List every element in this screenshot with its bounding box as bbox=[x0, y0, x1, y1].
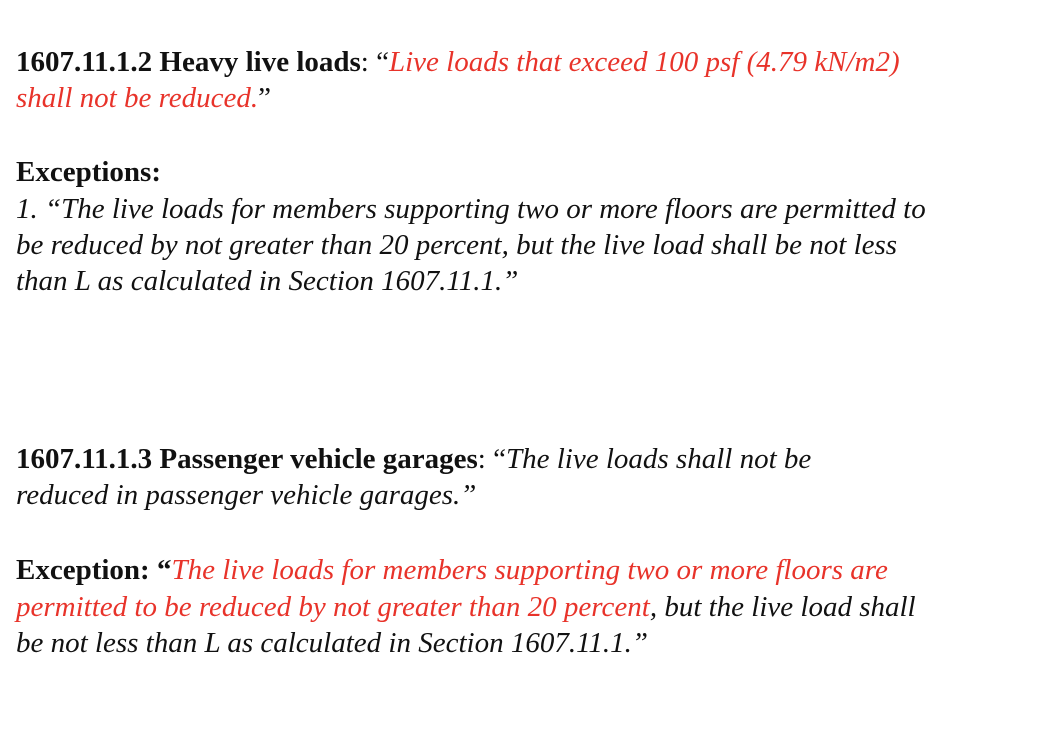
heading-text: Exceptions: bbox=[16, 156, 161, 188]
body-text: The live loads shall not be bbox=[505, 443, 812, 475]
text-line bbox=[16, 154, 161, 190]
text-line bbox=[16, 589, 916, 625]
heading-text: Exception: “ bbox=[16, 554, 172, 586]
text-line bbox=[16, 80, 271, 116]
text-line bbox=[16, 625, 648, 661]
heading-text: 1607.11.1.3 Passenger vehicle garages bbox=[16, 443, 478, 475]
body-text: reduced in passenger vehicle garages.” bbox=[16, 479, 477, 511]
body-text: : “ bbox=[360, 46, 389, 78]
body-text: be not less than L as calculated in Section 1607.11.1.” bbox=[16, 627, 649, 659]
highlighted-quote: permitted to be reduced by not greater than 20 percent bbox=[16, 591, 650, 623]
text-line bbox=[16, 44, 900, 80]
highlighted-quote: The live loads for members supporting two or more floors are bbox=[171, 554, 888, 586]
text-line bbox=[16, 263, 518, 299]
body-text: : “ bbox=[477, 443, 506, 475]
body-text: 1. “The live loads for members supporting two or more floors are permitted to bbox=[16, 193, 926, 225]
text-line bbox=[16, 227, 897, 263]
body-text: than L as calculated in Section 1607.11.1.” bbox=[16, 265, 519, 297]
text-line bbox=[16, 552, 888, 588]
text-line bbox=[16, 191, 926, 227]
body-text: , but the live load shall bbox=[649, 591, 916, 623]
highlighted-quote: Live loads that exceed 100 psf (4.79 kN/m2) bbox=[388, 46, 900, 78]
text-line bbox=[16, 477, 476, 513]
heading-text: 1607.11.1.2 Heavy live loads bbox=[16, 46, 361, 78]
text-line bbox=[16, 441, 811, 477]
body-text: be reduced by not greater than 20 percent, but the live load shall be not less bbox=[16, 229, 898, 261]
highlighted-quote: shall not be reduced. bbox=[16, 82, 259, 114]
body-text: ” bbox=[258, 82, 272, 114]
